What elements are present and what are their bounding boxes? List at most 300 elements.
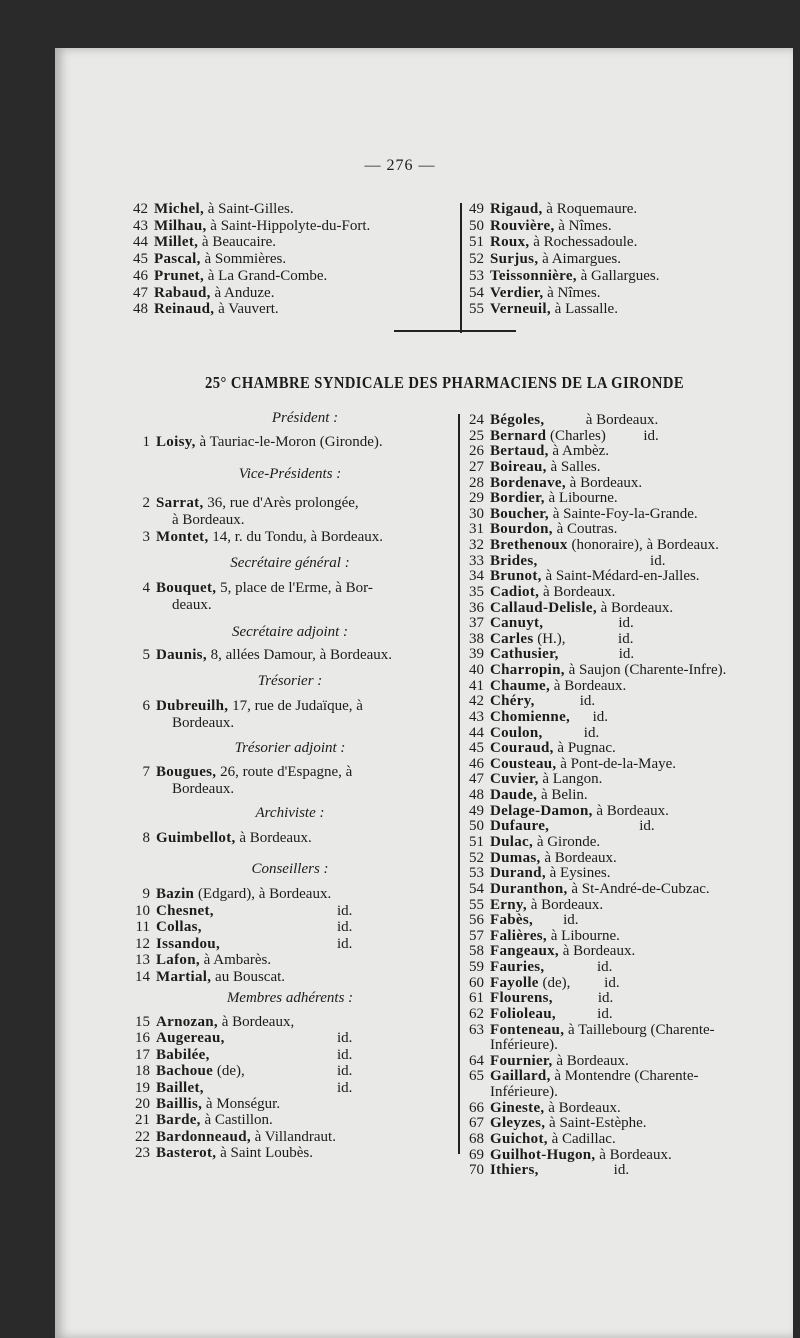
officer-entry-3 bbox=[132, 529, 383, 546]
officer-entry-5 bbox=[132, 647, 392, 664]
entry-number: 31 bbox=[469, 521, 484, 538]
list-entry bbox=[466, 881, 710, 898]
list-entry bbox=[130, 251, 286, 268]
entry-name: Collas, bbox=[156, 919, 202, 936]
list-entry bbox=[466, 1006, 613, 1023]
list-entry bbox=[466, 251, 621, 268]
list-entry bbox=[466, 912, 578, 929]
entry-number: 32 bbox=[469, 537, 484, 554]
entry-name: Verdier, bbox=[490, 284, 544, 301]
list-entry bbox=[132, 1063, 353, 1080]
list-entry bbox=[466, 725, 599, 742]
entry-location: à Bordeaux. bbox=[592, 802, 669, 819]
entry-number: 59 bbox=[469, 959, 484, 976]
entry-location: à Bordeaux. bbox=[596, 599, 674, 616]
entry-name: Flourens, bbox=[490, 990, 553, 1007]
entry-name: Daude, bbox=[490, 787, 538, 804]
entry-number: 24 bbox=[469, 412, 484, 428]
list-entry bbox=[466, 990, 613, 1007]
entry-location: à Saint Loubès. bbox=[216, 1145, 313, 1162]
list-entry bbox=[132, 886, 331, 903]
entry-number: 27 bbox=[469, 458, 484, 475]
entry-number: 18 bbox=[135, 1063, 150, 1080]
entry-name: Bougues, bbox=[156, 764, 217, 780]
section-heading: 25° CHAMBRE SYNDICALE DES PHARMACIENS DE LA GIRONDE bbox=[205, 373, 685, 392]
entry-name: Bordenave, bbox=[490, 474, 566, 491]
entry-name: Bachoue bbox=[156, 1063, 214, 1080]
entry-number: 57 bbox=[469, 927, 484, 944]
entry-location: à St-André-de-Cubzac. bbox=[567, 880, 710, 897]
entry-name: Guichot, bbox=[490, 1130, 548, 1147]
entry-number: 67 bbox=[469, 1115, 484, 1132]
list-entry bbox=[466, 865, 610, 882]
entry-name: Teissonnière, bbox=[490, 267, 577, 284]
entry-number: 50 bbox=[469, 818, 484, 835]
entry-location: à Bordeaux. bbox=[558, 943, 636, 960]
entry-name: Durand, bbox=[490, 865, 546, 882]
label-secretaire-general: Secrétaire général : bbox=[230, 555, 350, 571]
entry-number: 65 bbox=[469, 1068, 484, 1085]
entry-location: id. bbox=[555, 1005, 613, 1022]
entry-name: Couraud, bbox=[490, 740, 554, 757]
list-entry bbox=[132, 969, 285, 986]
entry-name: Gineste, bbox=[490, 1099, 545, 1116]
entry-name: Guimbellot, bbox=[156, 830, 236, 846]
entry-idem: id. bbox=[337, 1079, 353, 1096]
entry-name: Fonteneau, bbox=[490, 1021, 565, 1038]
entry-location: à Nîmes. bbox=[554, 217, 612, 234]
entry-number: 28 bbox=[469, 474, 484, 491]
entry-name: Coulon, bbox=[490, 724, 543, 741]
entry-number: 11 bbox=[135, 919, 150, 936]
list-entry bbox=[466, 459, 600, 476]
entry-name: Lafon, bbox=[156, 952, 200, 969]
list-entry bbox=[466, 234, 637, 251]
entry-location: à Saint-Estèphe. bbox=[545, 1115, 647, 1132]
entry-name: Martial, bbox=[156, 969, 212, 985]
label-conseillers: Conseillers : bbox=[251, 861, 329, 877]
entry-name: Fournier, bbox=[490, 1052, 553, 1069]
entry-location: à Sainte-Foy-la-Grande. bbox=[548, 505, 698, 522]
list-entry bbox=[466, 959, 612, 976]
entry-name: Brides, bbox=[490, 552, 538, 569]
entry-location: à Villandraut. bbox=[250, 1128, 336, 1145]
list-entry bbox=[132, 1096, 280, 1113]
entry-number: 41 bbox=[469, 677, 484, 694]
list-entry bbox=[466, 1162, 629, 1179]
list-entry bbox=[466, 443, 609, 460]
entry-number: 43 bbox=[133, 217, 148, 234]
entry-location: à Bordeaux. bbox=[565, 474, 643, 491]
list-entry bbox=[466, 1068, 698, 1085]
entry-location: à Coutras. bbox=[552, 521, 618, 538]
entry-location: à Salles. bbox=[546, 458, 601, 475]
entry-location: 5, place de l'Erme, à Bor- bbox=[216, 580, 373, 596]
entry-location: à Saint-Médard-en-Jalles. bbox=[541, 568, 700, 585]
entry-number: 10 bbox=[135, 902, 150, 919]
entry-name: Cousteau, bbox=[490, 755, 557, 772]
entry-location: à Libourne. bbox=[544, 490, 618, 507]
entry-location: à Gallargues. bbox=[576, 267, 660, 284]
entry-number: 17 bbox=[135, 1046, 150, 1063]
entry-number: 44 bbox=[469, 724, 484, 741]
list-entry-continuation: Inférieure). bbox=[490, 1037, 558, 1054]
entry-number: 55 bbox=[469, 896, 484, 913]
entry-name: Loisy, bbox=[156, 434, 196, 450]
entry-name: Bégoles, bbox=[490, 412, 545, 428]
list-entry bbox=[466, 412, 658, 429]
entry-name: Bourdon, bbox=[490, 521, 553, 538]
entry-number: 35 bbox=[469, 583, 484, 600]
officer-entry-4 bbox=[132, 580, 373, 597]
list-entry bbox=[466, 646, 634, 663]
entry-location: 17, rue de Judaïque, à bbox=[228, 698, 363, 714]
entry-name: Canuyt, bbox=[490, 615, 544, 632]
entry-location: à Saint-Gilles. bbox=[204, 201, 294, 217]
list-entry bbox=[466, 506, 698, 523]
entry-location: (Charles) id. bbox=[546, 427, 659, 444]
list-entry bbox=[466, 584, 615, 601]
officer-entry-7-cont: Bordeaux. bbox=[172, 781, 235, 797]
list-entry bbox=[130, 218, 370, 235]
officer-entry-7 bbox=[132, 764, 352, 781]
entry-name: Sarrat, bbox=[156, 495, 204, 511]
entry-location: id. bbox=[558, 646, 635, 663]
entry-number: 53 bbox=[469, 865, 484, 882]
entry-location: à Cadillac. bbox=[547, 1130, 616, 1147]
list-entry bbox=[466, 693, 595, 710]
entry-name: Bertaud, bbox=[490, 443, 549, 460]
list-entry bbox=[132, 952, 271, 969]
entry-location: id. bbox=[570, 708, 609, 725]
label-tresorier-adjoint: Trésorier adjoint : bbox=[234, 740, 346, 756]
label-tresorier: Trésorier : bbox=[257, 673, 323, 689]
entry-number: 44 bbox=[133, 234, 148, 251]
entry-location: au Bouscat. bbox=[211, 969, 286, 985]
entry-number: 9 bbox=[142, 886, 150, 902]
entry-number: 70 bbox=[469, 1162, 484, 1179]
entry-idem: id. bbox=[337, 935, 353, 952]
list-entry bbox=[466, 1100, 621, 1117]
list-entry bbox=[466, 218, 612, 235]
officer-entry-6 bbox=[132, 698, 363, 715]
list-entry bbox=[466, 475, 642, 492]
entry-name: Rabaud, bbox=[154, 284, 211, 301]
section-rule bbox=[394, 330, 516, 332]
list-entry bbox=[466, 201, 637, 218]
entry-location: à Langon. bbox=[538, 771, 603, 788]
entry-name: Surjus, bbox=[490, 251, 539, 268]
entry-location: à Sommières. bbox=[200, 251, 287, 268]
entry-number: 49 bbox=[469, 802, 484, 819]
entry-number: 20 bbox=[135, 1096, 150, 1112]
list-entry bbox=[466, 928, 620, 945]
list-entry bbox=[466, 1147, 672, 1164]
entry-location: à Aimargues. bbox=[538, 251, 621, 268]
list-entry bbox=[466, 803, 669, 820]
list-entry bbox=[466, 285, 600, 302]
entry-location: à Bordeaux. bbox=[550, 677, 627, 694]
entry-name: Bernard bbox=[490, 427, 547, 444]
entry-location: à Bordeaux. bbox=[544, 1099, 621, 1116]
entry-number: 42 bbox=[469, 693, 484, 710]
list-entry bbox=[466, 850, 617, 867]
entry-location: à Montendre (Charente- bbox=[550, 1068, 699, 1085]
entry-number: 47 bbox=[469, 771, 484, 788]
list-entry bbox=[466, 897, 603, 914]
entry-location: à Lassalle. bbox=[550, 301, 618, 318]
entry-idem: id. bbox=[337, 1046, 353, 1063]
entry-name: Augereau, bbox=[156, 1030, 225, 1047]
entry-location: à Bordeaux. bbox=[552, 1052, 629, 1069]
entry-location: à Vauvert. bbox=[214, 301, 279, 318]
entry-number: 52 bbox=[469, 849, 484, 866]
entry-number: 60 bbox=[469, 974, 484, 991]
entry-name: Rigaud, bbox=[490, 201, 543, 217]
list-entry bbox=[466, 568, 700, 585]
list-entry bbox=[132, 1112, 273, 1129]
list-entry bbox=[132, 1030, 353, 1047]
list-entry bbox=[466, 1022, 715, 1039]
officer-entry-2-cont: à Bordeaux. bbox=[172, 512, 245, 528]
label-membres-adherents: Membres adhérents : bbox=[226, 990, 354, 1006]
entry-location: à Anduze. bbox=[210, 284, 275, 301]
entry-name: Callaud-Delisle, bbox=[490, 599, 597, 616]
entry-name: Gleyzes, bbox=[490, 1115, 546, 1132]
label-president: Président : bbox=[271, 410, 339, 426]
entry-number: 40 bbox=[469, 662, 484, 679]
entry-name: Chaume, bbox=[490, 677, 551, 694]
entry-location: id. bbox=[538, 1162, 630, 1179]
list-entry bbox=[466, 678, 626, 695]
entry-number: 2 bbox=[142, 495, 150, 511]
entry-location: à Ambèz. bbox=[548, 443, 610, 460]
entry-name: Delage-Damon, bbox=[490, 802, 593, 819]
entry-name: Basterot, bbox=[156, 1145, 217, 1162]
list-entry bbox=[466, 1131, 616, 1148]
entry-number: 45 bbox=[133, 251, 148, 268]
entry-idem: id. bbox=[337, 1063, 353, 1080]
entry-number: 66 bbox=[469, 1099, 484, 1116]
column-divider-top bbox=[460, 203, 462, 333]
entry-location: à Bordeaux, bbox=[217, 1014, 295, 1030]
list-entry bbox=[466, 1053, 629, 1070]
entry-location: à Bordeaux. bbox=[540, 849, 617, 866]
list-entry-continuation: Inférieure). bbox=[490, 1084, 558, 1101]
entry-number: 34 bbox=[469, 568, 484, 585]
entry-number: 48 bbox=[133, 301, 148, 318]
entry-number: 29 bbox=[469, 490, 484, 507]
entry-name: Issandou, bbox=[156, 935, 220, 952]
entry-location: (H.), id. bbox=[533, 630, 634, 647]
entry-number: 22 bbox=[135, 1128, 150, 1145]
entry-number: 69 bbox=[469, 1146, 484, 1163]
entry-location: à Belin. bbox=[537, 787, 588, 804]
label-secretaire-adjoint: Secrétaire adjoint : bbox=[231, 624, 349, 640]
entry-number: 37 bbox=[469, 615, 484, 632]
entry-number: 46 bbox=[469, 755, 484, 772]
entry-location: à Rochessadoule. bbox=[529, 234, 638, 251]
entry-number: 53 bbox=[469, 267, 484, 284]
entry-name: Fangeaux, bbox=[490, 943, 559, 960]
entry-number: 38 bbox=[469, 630, 484, 647]
list-entry bbox=[466, 709, 608, 726]
entry-location: (honoraire), à Bordeaux. bbox=[567, 537, 719, 554]
entry-number: 5 bbox=[142, 647, 150, 663]
entry-number: 13 bbox=[135, 952, 150, 969]
entry-name: Boireau, bbox=[490, 458, 547, 475]
entry-number: 64 bbox=[469, 1052, 484, 1069]
entry-number: 54 bbox=[469, 880, 484, 897]
entry-number: 51 bbox=[469, 834, 484, 850]
column-divider-main bbox=[458, 414, 460, 1154]
list-entry bbox=[466, 756, 676, 773]
entry-location: 36, rue d'Arès prolongée, bbox=[203, 495, 359, 511]
entry-name: Cadiot, bbox=[490, 583, 540, 600]
entry-name: Reinaud, bbox=[154, 301, 215, 318]
entry-name: Dubreuilh, bbox=[156, 698, 229, 714]
list-entry bbox=[130, 285, 274, 302]
entry-location: à La Grand-Combe. bbox=[204, 267, 328, 284]
list-entry bbox=[466, 787, 588, 804]
entry-number: 51 bbox=[469, 234, 484, 251]
entry-name: Erny, bbox=[490, 896, 527, 913]
list-entry bbox=[466, 600, 673, 617]
entry-number: 39 bbox=[469, 646, 484, 663]
list-entry bbox=[466, 615, 634, 632]
list-entry bbox=[466, 740, 616, 757]
list-entry bbox=[132, 919, 353, 936]
entry-location: à Pont-de-la-Maye. bbox=[556, 755, 677, 772]
list-entry bbox=[132, 1145, 313, 1162]
entry-number: 15 bbox=[135, 1014, 150, 1030]
list-entry bbox=[466, 268, 659, 285]
entry-number: 48 bbox=[469, 787, 484, 804]
entry-number: 33 bbox=[469, 552, 484, 569]
entry-number: 12 bbox=[135, 935, 150, 952]
list-entry bbox=[466, 834, 600, 851]
entry-number: 47 bbox=[133, 284, 148, 301]
list-entry bbox=[466, 662, 726, 679]
entry-number: 54 bbox=[469, 284, 484, 301]
entry-name: Pascal, bbox=[154, 251, 201, 268]
entry-number: 68 bbox=[469, 1130, 484, 1147]
entry-number: 49 bbox=[469, 201, 484, 217]
entry-name: Falières, bbox=[490, 927, 547, 944]
entry-number: 46 bbox=[133, 267, 148, 284]
entry-number: 58 bbox=[469, 943, 484, 960]
entry-location: à Beaucaire. bbox=[198, 234, 277, 251]
entry-name: Bouquet, bbox=[156, 580, 217, 596]
entry-name: Bazin bbox=[156, 886, 195, 902]
entry-location: id. bbox=[549, 818, 655, 835]
entry-location: à Bordeaux. bbox=[595, 1146, 672, 1163]
entry-name: Duranthon, bbox=[490, 880, 568, 897]
entry-location: à Pugnac. bbox=[553, 740, 616, 757]
list-entry bbox=[466, 301, 618, 318]
entry-name: Carles bbox=[490, 630, 534, 647]
entry-name: Fayolle bbox=[490, 974, 539, 991]
entry-name: Brunot, bbox=[490, 568, 542, 585]
list-entry bbox=[466, 537, 719, 554]
list-entry bbox=[466, 975, 620, 992]
entry-number: 8 bbox=[142, 830, 150, 846]
list-entry bbox=[466, 428, 659, 445]
entry-number: 42 bbox=[133, 201, 148, 217]
list-entry bbox=[466, 521, 617, 538]
entry-number: 30 bbox=[469, 505, 484, 522]
list-entry bbox=[130, 301, 279, 318]
entry-name: Bordier, bbox=[490, 490, 545, 507]
entry-location: id. bbox=[534, 693, 596, 710]
entry-name: Millet, bbox=[154, 234, 199, 251]
entry-number: 1 bbox=[142, 434, 150, 450]
list-entry bbox=[466, 818, 655, 835]
entry-location: à Bordeaux. bbox=[235, 830, 312, 846]
entry-number: 6 bbox=[142, 698, 150, 714]
entry-number: 52 bbox=[469, 251, 484, 268]
entry-location: id. bbox=[552, 990, 614, 1007]
entry-number: 23 bbox=[135, 1145, 150, 1162]
list-entry bbox=[132, 1046, 353, 1064]
list-entry bbox=[466, 771, 602, 788]
entry-location: id. bbox=[533, 912, 579, 929]
officer-entry-1 bbox=[132, 434, 383, 451]
entry-location: 26, route d'Espagne, à bbox=[216, 764, 353, 780]
entry-number: 36 bbox=[469, 599, 484, 616]
entry-number: 62 bbox=[469, 1005, 484, 1022]
entry-number: 56 bbox=[469, 912, 484, 929]
entry-number: 21 bbox=[135, 1112, 150, 1129]
entry-location: id. bbox=[544, 959, 613, 976]
label-archiviste: Archiviste : bbox=[255, 805, 325, 821]
entry-location: id. bbox=[543, 615, 634, 632]
entry-name: Montet, bbox=[156, 529, 209, 545]
page-number: — 276 — bbox=[364, 157, 436, 174]
entry-number: 25 bbox=[469, 427, 484, 444]
entry-number: 16 bbox=[135, 1030, 150, 1047]
entry-location: id. bbox=[537, 552, 666, 569]
entry-number: 50 bbox=[469, 217, 484, 234]
entry-name: Rouvière, bbox=[490, 217, 555, 234]
entry-name: Brethenoux bbox=[490, 537, 568, 554]
entry-name: Fabès, bbox=[490, 912, 534, 929]
entry-name: Baillet, bbox=[156, 1079, 204, 1096]
entry-name: Bardonneaud, bbox=[156, 1128, 251, 1145]
entry-name: Dufaure, bbox=[490, 818, 550, 835]
list-entry bbox=[132, 935, 353, 953]
entry-location: (de), bbox=[213, 1063, 245, 1080]
list-entry bbox=[466, 1115, 647, 1132]
entry-number: 26 bbox=[469, 443, 484, 460]
entry-location: à Nîmes. bbox=[543, 284, 601, 301]
entry-location: à Roquemaure. bbox=[542, 201, 638, 217]
entry-number: 55 bbox=[469, 301, 484, 318]
entry-name: Chomienne, bbox=[490, 708, 571, 725]
officer-entry-6-cont: Bordeaux. bbox=[172, 715, 235, 731]
entry-number: 4 bbox=[142, 580, 150, 596]
entry-location: à Bordeaux. bbox=[544, 412, 659, 428]
list-entry bbox=[466, 553, 665, 570]
entry-number: 63 bbox=[469, 1021, 484, 1038]
entry-name: Ithiers, bbox=[490, 1162, 539, 1179]
entry-name: Verneuil, bbox=[490, 301, 551, 318]
entry-name: Folioleau, bbox=[490, 1005, 556, 1022]
list-entry bbox=[466, 943, 635, 960]
entry-location: à Castillon. bbox=[200, 1112, 273, 1129]
entry-name: Guilhot-Hugon, bbox=[490, 1146, 596, 1163]
entry-name: Cuvier, bbox=[490, 771, 539, 788]
